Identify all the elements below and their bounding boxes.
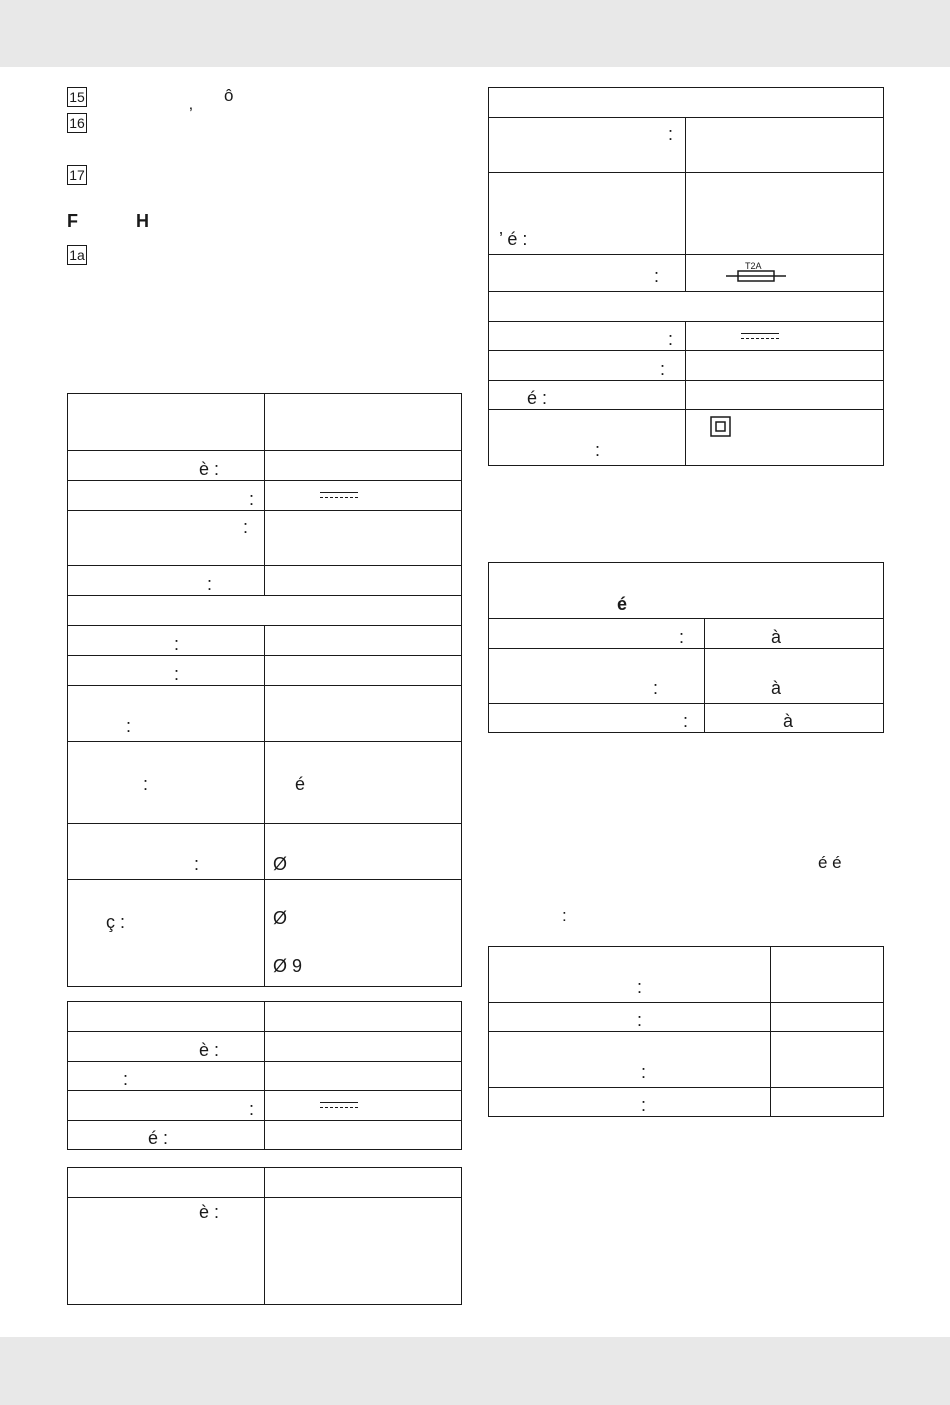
table-row: ç : Ø Ø 9 [68, 880, 462, 987]
table-row: : T2A [489, 255, 884, 292]
table-row [489, 292, 884, 322]
table-row: : [68, 626, 462, 656]
table-row: : [489, 947, 884, 1003]
table-row: : à [489, 619, 884, 649]
table-row [68, 1002, 462, 1032]
spec-table-6 [488, 946, 884, 1117]
table-row: è : [68, 1032, 462, 1062]
table-row: : [489, 1003, 884, 1032]
table-row: é : [68, 1121, 462, 1150]
table-row: : [489, 351, 884, 381]
colon-text: : [562, 906, 567, 925]
table-row [68, 1168, 462, 1198]
figure-heading-f: F [67, 211, 78, 231]
dc-current-symbol [741, 333, 779, 342]
table-row: : [68, 1062, 462, 1091]
figure-heading-h: H [136, 211, 149, 231]
table-row: : [489, 410, 884, 466]
accent-text: é é [818, 853, 842, 872]
table-row: : [489, 322, 884, 351]
table-row: é [489, 563, 884, 619]
table-row: : [68, 656, 462, 686]
header-band [0, 0, 950, 67]
table-row [489, 88, 884, 118]
table-row: è : [68, 451, 462, 481]
table-row: : [68, 481, 462, 511]
spec-table-5 [488, 562, 884, 733]
spec-table-4 [488, 87, 884, 466]
table-row [68, 394, 462, 451]
table-row: : [68, 511, 462, 566]
item-number-15: 15 [67, 87, 87, 107]
fuse-label: T2A [745, 261, 762, 271]
footer-band [0, 1337, 950, 1405]
table-row: è : [68, 1198, 462, 1305]
dc-current-symbol [320, 1102, 358, 1111]
table-row: : à [489, 704, 884, 733]
item-15-text: ô [224, 86, 234, 105]
table-row: : [68, 1091, 462, 1121]
spec-table-3 [67, 1167, 462, 1305]
item-number-16: 16 [67, 113, 87, 133]
table-row: : [68, 566, 462, 596]
table-row: é : [489, 381, 884, 410]
table-row: : [489, 118, 884, 173]
table-row: : é [68, 742, 462, 824]
table-row: : [68, 686, 462, 742]
item-16-text: ’ [189, 104, 193, 123]
spec-table-2 [67, 1001, 462, 1150]
table-row: : Ø [68, 824, 462, 880]
table-row: ’ é : [489, 173, 884, 255]
table-row: : à [489, 649, 884, 704]
item-number-17: 17 [67, 165, 87, 185]
table-row [68, 596, 462, 626]
table-row: : [489, 1032, 884, 1088]
spec-table-1 [67, 393, 462, 987]
protection-class-ii-icon [710, 416, 732, 438]
item-number-1a: 1a [67, 245, 87, 265]
dc-current-symbol [320, 492, 358, 501]
fuse-icon [726, 261, 786, 287]
table-row: : [489, 1088, 884, 1117]
